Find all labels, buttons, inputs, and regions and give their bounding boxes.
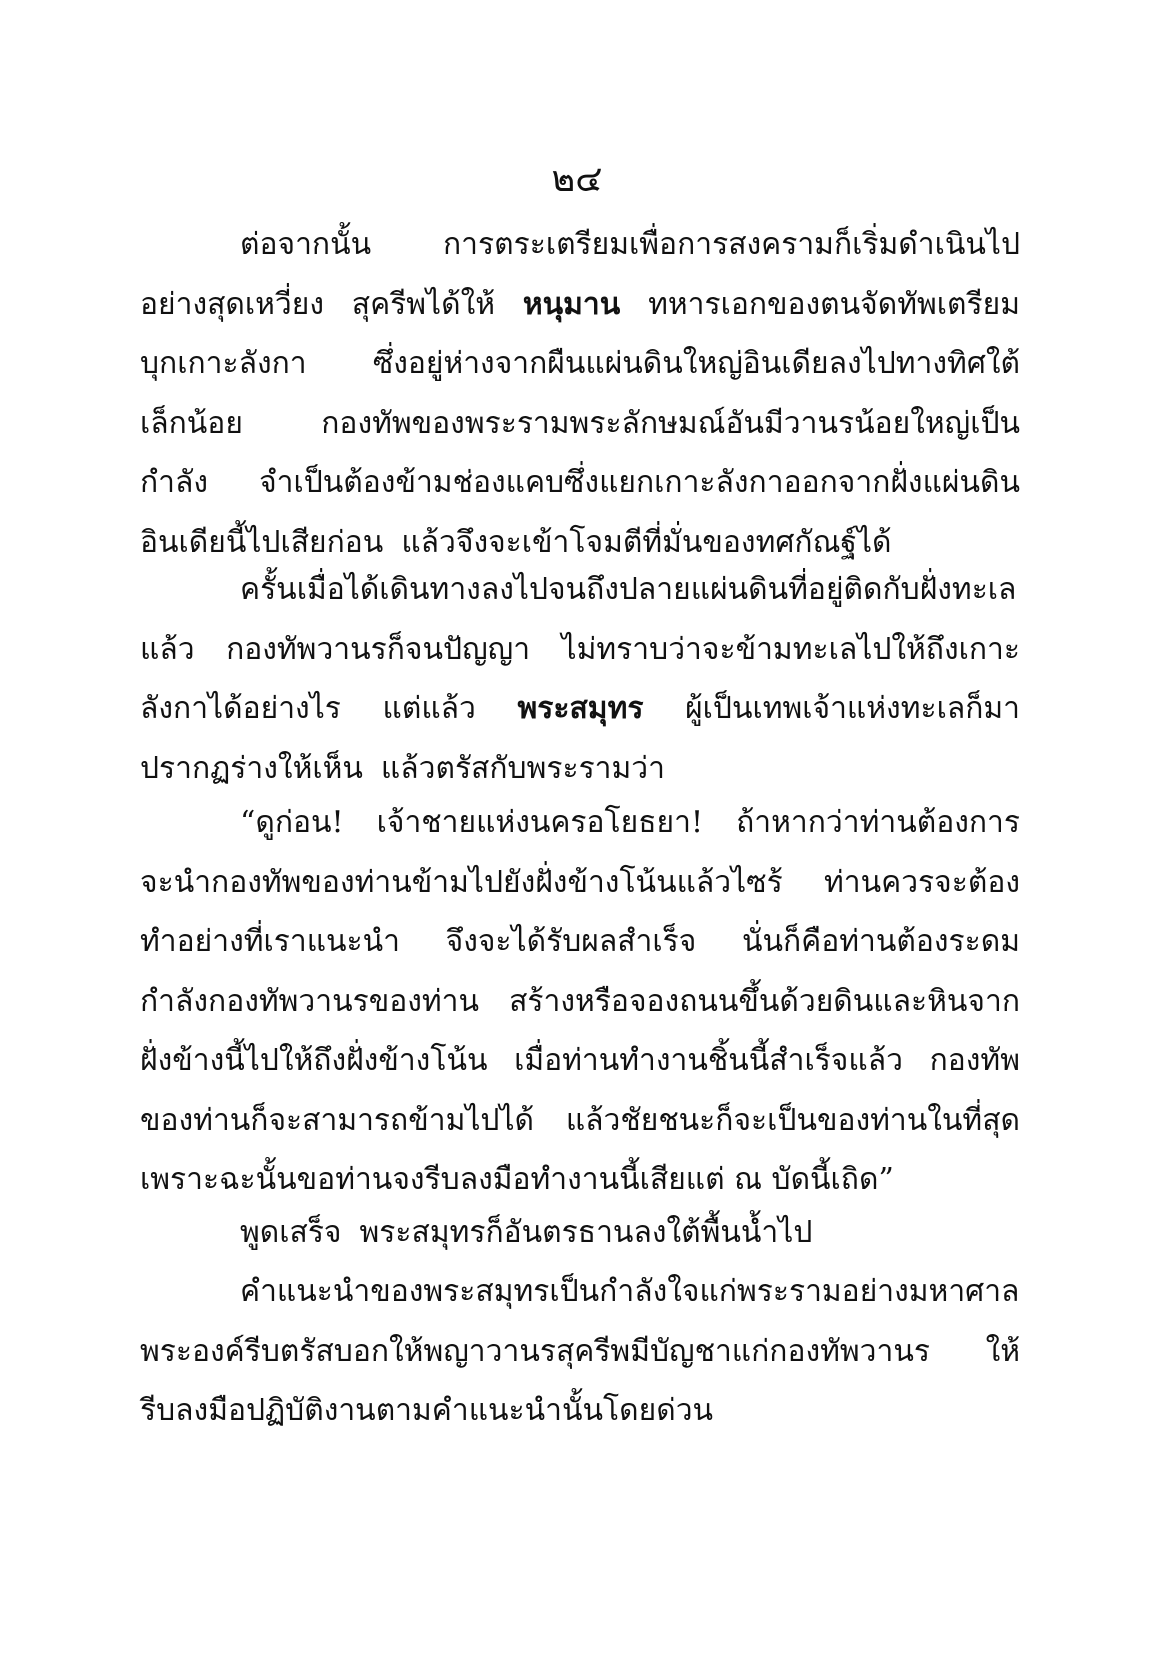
text-segment: ผู้เป็นเทพเจ้าแห่งทะเลก็มา (685, 691, 1020, 726)
text-segment: “ดูก่อน! (240, 805, 344, 840)
text-line (140, 1262, 1020, 1322)
text-segment: นั่นก็คือท่านต้องระดม (741, 924, 1020, 959)
text-segment: เจ้าชายแห่งนครอโยธยา! (376, 805, 704, 840)
text-segment: อย่างสุดเหวี่ยง (140, 286, 324, 322)
text-segment: คำแนะนำของพระสมุทรเป็นกำลังใจแก่พระรามอย่างมหาศาล (240, 1274, 1020, 1309)
text-segment: เพราะฉะนั้นขอท่านจงรีบลงมือทำงานนี้เสียแต่ ณ บัดนี้เถิด” (140, 1162, 894, 1197)
text-line (140, 853, 1020, 913)
text-segment: แล้วจึงจะเข้าโจมตีที่มั่นของทศกัณฐ์ได้ (401, 524, 892, 560)
text-segment: ทำอย่างที่เราแนะนำ (140, 924, 401, 959)
text-line (140, 620, 1020, 680)
paragraph-4 (140, 1203, 1020, 1263)
text-segment: ต่อจากนั้น (240, 227, 372, 262)
text-line (140, 972, 1020, 1032)
text-segment: แล้วชัยชนะก็จะเป็นของท่านในที่สุด (565, 1102, 1020, 1138)
text-line (140, 453, 1020, 513)
bold-name-phra-samut: พระสมุทร (517, 691, 644, 726)
text-line (140, 215, 1020, 275)
text-segment: บุกเกาะลังกา (140, 346, 307, 381)
text-line (140, 793, 1020, 853)
text-segment: แล้ว (140, 631, 195, 667)
text-line (140, 1322, 1020, 1382)
text-segment: พูดเสร็จ (240, 1215, 342, 1250)
text-segment: ครั้นเมื่อได้เดินทางลงไปจนถึงปลายแผ่นดินที่อยู่ติดกับฝั่งทะเล (240, 572, 1017, 607)
text-line (140, 560, 1020, 620)
text-segment: จำเป็นต้องข้ามช่องแคบซึ่งแยกเกาะลังกาออกจากฝั่งแผ่นดิน (259, 465, 1020, 500)
text-segment: แล้วตรัสกับพระรามว่า (380, 750, 665, 786)
bold-name-hanuman: หนุมาน (522, 286, 621, 322)
text-segment: พระองค์รีบตรัสบอกให้พญาวานรสุครีพมีบัญชาแก่กองทัพวานร (140, 1333, 930, 1369)
text-segment: ท่านควรจะต้อง (824, 864, 1020, 900)
text-segment: เล็กน้อย (140, 405, 243, 441)
text-segment: ไม่ทราบว่าจะข้ามทะเลไปให้ถึงเกาะ (561, 631, 1020, 667)
text-segment: ถ้าหากว่าท่านต้องการ (736, 805, 1020, 840)
text-line (140, 679, 1020, 739)
text-segment: กำลัง (140, 465, 209, 500)
text-segment: สุครีพได้ให้ (351, 286, 496, 322)
text-segment: สร้างหรือจองถนนขึ้นด้วยดินและหินจาก (509, 983, 1020, 1019)
text-line (140, 739, 1020, 799)
text-segment: ของท่านก็จะสามารถข้ามไปได้ (140, 1102, 535, 1138)
text-segment: แต่แล้ว (382, 691, 476, 726)
text-segment: อินเดียนี้ไปเสียก่อน (140, 524, 384, 560)
paragraph-2 (140, 560, 1020, 798)
text-segment: ซึ่งอยู่ห่างจากผืนแผ่นดินใหญ่อินเดียลงไปทางทิศใต้ (372, 346, 1020, 381)
text-segment: กองทัพของพระรามพระลักษมณ์อันมีวานรน้อยใหญ่เป็น (321, 405, 1020, 441)
text-segment: กำลังกองทัพวานรของท่าน (140, 983, 480, 1019)
text-line (140, 275, 1020, 335)
paragraph-5 (140, 1262, 1020, 1441)
text-segment: จึงจะได้รับผลสำเร็จ (445, 924, 697, 959)
text-line (140, 1381, 1020, 1441)
text-segment: ปรากฏร่างให้เห็น (140, 750, 363, 786)
text-segment: ลังกาได้อย่างไร (140, 691, 341, 726)
paragraph-1 (140, 215, 1020, 572)
text-segment: การตระเตรียมเพื่อการสงครามก็เริ่มดำเนินไป (442, 227, 1020, 262)
text-line (140, 394, 1020, 454)
text-segment: รีบลงมือปฏิบัติงานตามคำแนะนำนั้นโดยด่วน (140, 1393, 714, 1428)
text-line (140, 1091, 1020, 1151)
text-segment: เมื่อท่านทำงานชิ้นนี้สำเร็จแล้ว (514, 1043, 903, 1078)
text-segment: ให้ (985, 1333, 1020, 1369)
text-line (140, 912, 1020, 972)
text-segment: จะนำกองทัพของท่านข้ามไปยังฝั่งข้างโน้นแล้วไซร้ (140, 864, 783, 900)
text-line (140, 1031, 1020, 1091)
page-number: ๒๔ (551, 159, 603, 200)
text-segment: พระสมุทรก็อันตรธานลงใต้พื้นน้ำไป (359, 1215, 813, 1250)
text-segment: ทหารเอกของตนจัดทัพเตรียม (648, 286, 1020, 322)
paragraph-3-quote (140, 793, 1020, 1210)
text-segment: กองทัพ (929, 1043, 1020, 1078)
text-line (140, 1203, 1020, 1263)
text-segment: ฝั่งข้างนี้ไปให้ถึงฝั่งข้างโน้น (140, 1043, 488, 1078)
text-line (140, 334, 1020, 394)
text-line (140, 1150, 1020, 1210)
text-segment: กองทัพวานรก็จนปัญญา (226, 631, 531, 667)
